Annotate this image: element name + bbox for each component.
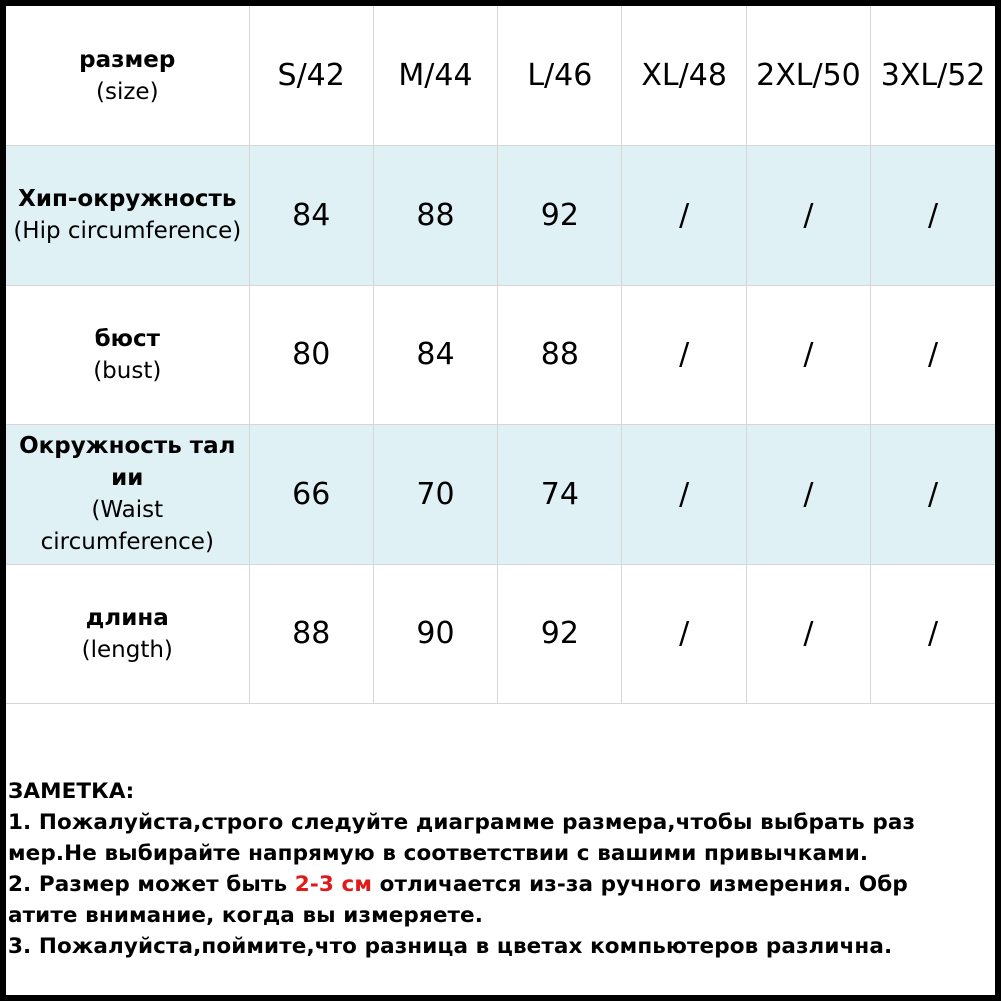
value-cell: / — [622, 146, 746, 286]
row-label-en: circumference) — [40, 529, 214, 556]
value-cell: 66 — [249, 425, 373, 565]
value-cell: 80 — [249, 285, 373, 425]
measurement-row — [6, 146, 995, 286]
row-label-ru: бюст — [94, 325, 160, 352]
size-header-cell: XL/48 — [622, 6, 746, 146]
value-cell: 84 — [373, 285, 497, 425]
notes-section — [6, 776, 995, 962]
header-row — [6, 6, 995, 146]
size-table-body — [6, 6, 995, 704]
size-table — [6, 6, 995, 704]
size-header-cell: S/42 — [249, 6, 373, 146]
size-header-cell: M/44 — [373, 6, 497, 146]
row-label-en: (bust) — [93, 357, 162, 384]
row-label-ru: Окружность тал — [19, 433, 236, 460]
row-label-ru: Хип-окружность — [18, 186, 237, 213]
measurement-row — [6, 564, 995, 704]
value-cell: / — [622, 285, 746, 425]
row-label-cell — [6, 425, 249, 565]
value-cell: 74 — [498, 425, 622, 565]
note-2-line-1 — [8, 869, 995, 900]
row-label-cell — [6, 285, 249, 425]
header-label-en: (size) — [96, 78, 159, 105]
value-cell: / — [746, 285, 870, 425]
value-cell: / — [746, 564, 870, 704]
note-2-highlight: 2-3 см — [294, 872, 373, 897]
value-cell: / — [746, 146, 870, 286]
note-2-suffix: отличается из-за ручного измерения. Обр — [372, 872, 908, 897]
size-header-cell: 2XL/50 — [746, 6, 870, 146]
value-cell: 70 — [373, 425, 497, 565]
note-1-line-1: 1. Пожалуйста,строго следуйте диаграмме размера,чтобы выбрать раз — [8, 810, 916, 835]
value-cell: 88 — [249, 564, 373, 704]
row-label-ru: ии — [111, 465, 144, 492]
value-cell: / — [871, 564, 995, 704]
measurement-row — [6, 285, 995, 425]
value-cell: / — [746, 425, 870, 565]
value-cell: 92 — [498, 146, 622, 286]
value-cell: / — [871, 285, 995, 425]
value-cell: / — [622, 425, 746, 565]
size-header-cell: 3XL/52 — [871, 6, 995, 146]
row-label-en: (Hip circumference) — [13, 218, 242, 245]
value-cell: 88 — [498, 285, 622, 425]
row-label-ru: длина — [85, 604, 169, 631]
value-cell: 88 — [373, 146, 497, 286]
notes-title: ЗАМЕТКА: — [8, 779, 135, 804]
note-1-line-2: мер.Не выбирайте напрямую в соответствии с вашими привычками. — [8, 841, 869, 866]
value-cell: 90 — [373, 564, 497, 704]
size-header-cell: L/46 — [498, 6, 622, 146]
header-label-cell — [6, 6, 249, 146]
row-label-en: (Waist — [91, 497, 164, 524]
header-label-ru: размер — [79, 46, 176, 73]
note-3: 3. Пожалуйста,поймите,что разница в цветах компьютеров различна. — [8, 934, 893, 959]
row-label-cell — [6, 564, 249, 704]
note-2-prefix: 2. Размер может быть — [8, 872, 295, 897]
note-2-line-2: атите внимание, когда вы измеряете. — [8, 903, 484, 928]
row-label-cell — [6, 146, 249, 286]
value-cell: / — [871, 146, 995, 286]
value-cell: 92 — [498, 564, 622, 704]
value-cell: 84 — [249, 146, 373, 286]
measurement-row — [6, 425, 995, 565]
value-cell: / — [622, 564, 746, 704]
row-label-en: (length) — [81, 636, 173, 663]
value-cell: / — [871, 425, 995, 565]
